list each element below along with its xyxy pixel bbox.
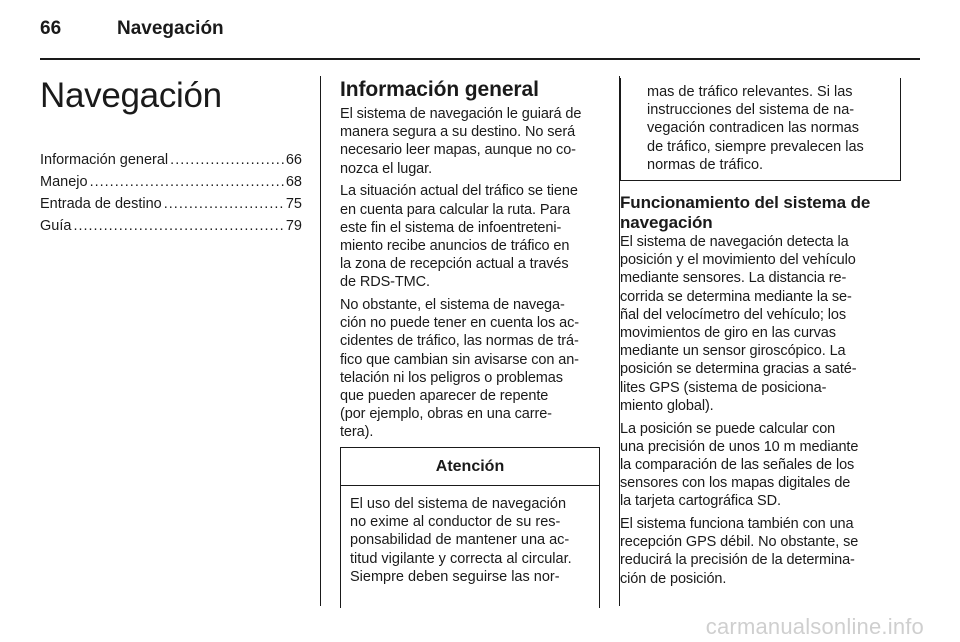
toc-leader-dots bbox=[73, 215, 283, 237]
chapter-title: Navegación bbox=[40, 76, 222, 115]
watermark: carmanualsonline.info bbox=[705, 614, 924, 639]
section-heading: Funcionamiento del sistema de navegación bbox=[620, 193, 871, 232]
table-of-contents bbox=[40, 149, 302, 237]
attention-box bbox=[340, 447, 600, 608]
header-rule bbox=[40, 58, 920, 60]
toc-leader-dots bbox=[170, 149, 284, 171]
paragraph: La situación actual del tráfico se tiene en cuenta para calcular la ruta. Para este fin el sistema de infoentreteni- miento recibe anuncios de tráfico en la zona de recepción actual a través de RDS-TMC. bbox=[340, 183, 578, 291]
toc-entry-manejo[interactable] bbox=[40, 171, 302, 193]
paragraph: No obstante, el sistema de navega- ción no puede tener en cuenta los ac- cidentes de tráfico, las normas de trá- fico que cambian sin avisarse con an- telación ni los peligros o problemas que pueden aparecer de repente (por ejemplo, obras en una carre- tera). bbox=[340, 297, 579, 441]
toc-label: Entrada de destino bbox=[40, 196, 162, 212]
attention-text-continued: mas de tráfico relevantes. Si las instrucciones del sistema de na- vegación contradicen las normas de tráfico, siempre prevalecen las normas de tráfico. bbox=[647, 84, 864, 173]
section-heading: Información general bbox=[340, 78, 539, 101]
column-divider-left bbox=[320, 76, 321, 606]
attention-box-continued bbox=[620, 78, 901, 181]
toc-entry-guia[interactable] bbox=[40, 215, 302, 237]
paragraph: El sistema de navegación detecta la posición y el movimiento del vehículo mediante sensores. La distancia re- corrida se determina mediante la se- ñal del velocímetro del vehículo; los movimientos de giro en las curvas mediante un sensor giroscópico. La posición se determina gracias a saté- lites GPS (sistema de posiciona- miento global). bbox=[620, 234, 857, 414]
attention-title: Atención bbox=[341, 448, 599, 486]
paragraph: El sistema funciona también con una recepción GPS débil. No obstante, se reducirá la precisión de la determina- ción de posición. bbox=[620, 516, 859, 587]
paragraph: La posición se puede calcular con una precisión de unos 10 m mediante la comparación de las señales de los sensores con los mapas digitales de la tarjeta cartográfica SD. bbox=[620, 420, 859, 510]
toc-label: Información general bbox=[40, 152, 169, 168]
toc-page-number: 68 bbox=[285, 174, 302, 190]
section-informacion-general bbox=[340, 78, 604, 446]
toc-entry-entrada-de-destino[interactable] bbox=[40, 193, 302, 215]
toc-label: Manejo bbox=[40, 174, 88, 190]
toc-leader-dots bbox=[164, 193, 284, 215]
toc-page-number: 75 bbox=[285, 196, 302, 212]
toc-leader-dots bbox=[90, 171, 284, 193]
section-funcionamiento bbox=[620, 193, 905, 592]
paragraph: El sistema de navegación le guiará de manera segura a su destino. No será necesario leer mapas, aunque no co- nozca el lugar. bbox=[340, 106, 582, 177]
toc-label: Guía bbox=[40, 218, 72, 234]
attention-text: El uso del sistema de navegación no exime al conductor de su res- ponsabilidad de mantener una ac- titud vigilante y correcta al circular. Siempre deben seguirse las nor- bbox=[350, 496, 572, 585]
toc-page-number: 66 bbox=[285, 152, 302, 168]
header-title: Navegación bbox=[117, 18, 224, 39]
page-number: 66 bbox=[40, 18, 62, 39]
toc-entry-informacion-general[interactable] bbox=[40, 149, 302, 171]
toc-page-number: 79 bbox=[285, 218, 302, 234]
